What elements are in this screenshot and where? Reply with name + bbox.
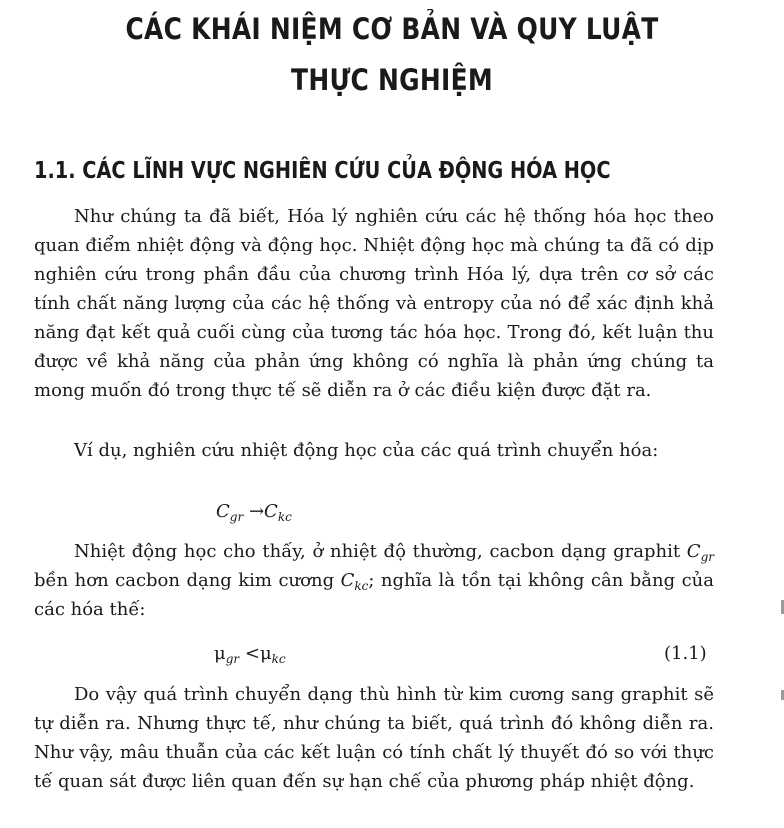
paragraph-text: Nhiệt động học cho thấy, ở nhiệt độ thường, cacbon dạng graphit	[74, 541, 681, 562]
inline-symbol-c-kc: $C_{kc}$	[340, 570, 369, 593]
paragraph-intro: Như chúng ta đã biết, Hóa lý nghiên cứu các hệ thống hóa học theo quan điểm nhiệt động và động học. Nhiệt động học mà chúng ta đã có dịp nghiên cứu trong phần đầu của chương trình Hóa lý, dựa trên cơ sở các tính chất năng lượng của các hệ thống và entropy của nó để xác định khả năng đạt kết quả cuối cùng của tương tác hóa học. Trong đó, kết luận thu được về khả năng của phản ứng không có nghĩa là phản ứng chúng ta mong muốn đó trong thực tế sẽ diễn ra ở các điều kiện được đặt ra.	[34, 206, 714, 401]
inline-symbol-c-gr: $C_{gr}$	[686, 541, 714, 564]
formula-subscript-gr: gr	[229, 510, 244, 524]
formula-subscript-gr: gr	[225, 652, 240, 666]
formula-chemical-potential	[214, 641, 286, 667]
chapter-title-line-1: CÁC KHÁI NIỆM CƠ BẢN VÀ QUY LUẬT	[125, 12, 659, 46]
section-heading: 1.1. CÁC LĨNH VỰC NGHIÊN CỨU CỦA ĐỘNG HÓA HỌC	[34, 158, 611, 184]
paragraph-text: bền hơn cacbon dạng kim cương	[34, 570, 335, 591]
chapter-title	[89, 4, 694, 106]
paragraph-example: Ví dụ, nghiên cứu nhiệt động học của các quá trình chuyển hóa:	[74, 440, 659, 461]
paragraph-conclusion: Do vậy quá trình chuyển dạng thù hình từ kim cương sang graphit sẽ tự diễn ra. Nhưng thực tế, như chúng ta biết, quá trình đó không diễn ra. Như vậy, mâu thuẫn của các kết luận có tính chất lý thuyết đó so với thực tế quan sát được liên quan đến sự hạn chế của phương pháp nhiệt động.	[34, 684, 714, 792]
formula-symbol-c: C	[264, 501, 278, 522]
formula-symbol-mu: μ	[259, 643, 272, 664]
paragraph-text: ; nghĩa là tồn tại không cân bằng của các hóa thế:	[34, 570, 714, 620]
formula-arrow: →	[248, 501, 265, 522]
formula-graphite-to-diamond	[216, 499, 292, 525]
formula-subscript-kc: kc	[277, 510, 292, 524]
formula-subscript-kc: kc	[271, 652, 286, 666]
formula-less-than: <	[244, 643, 260, 664]
equation-number: (1.1)	[664, 643, 707, 664]
formula-symbol-mu: μ	[214, 643, 226, 664]
paragraph-thermodynamics	[34, 537, 714, 624]
formula-symbol-c: C	[216, 501, 230, 522]
chapter-title-line-2: THỰC NGHIỆM	[291, 63, 493, 97]
